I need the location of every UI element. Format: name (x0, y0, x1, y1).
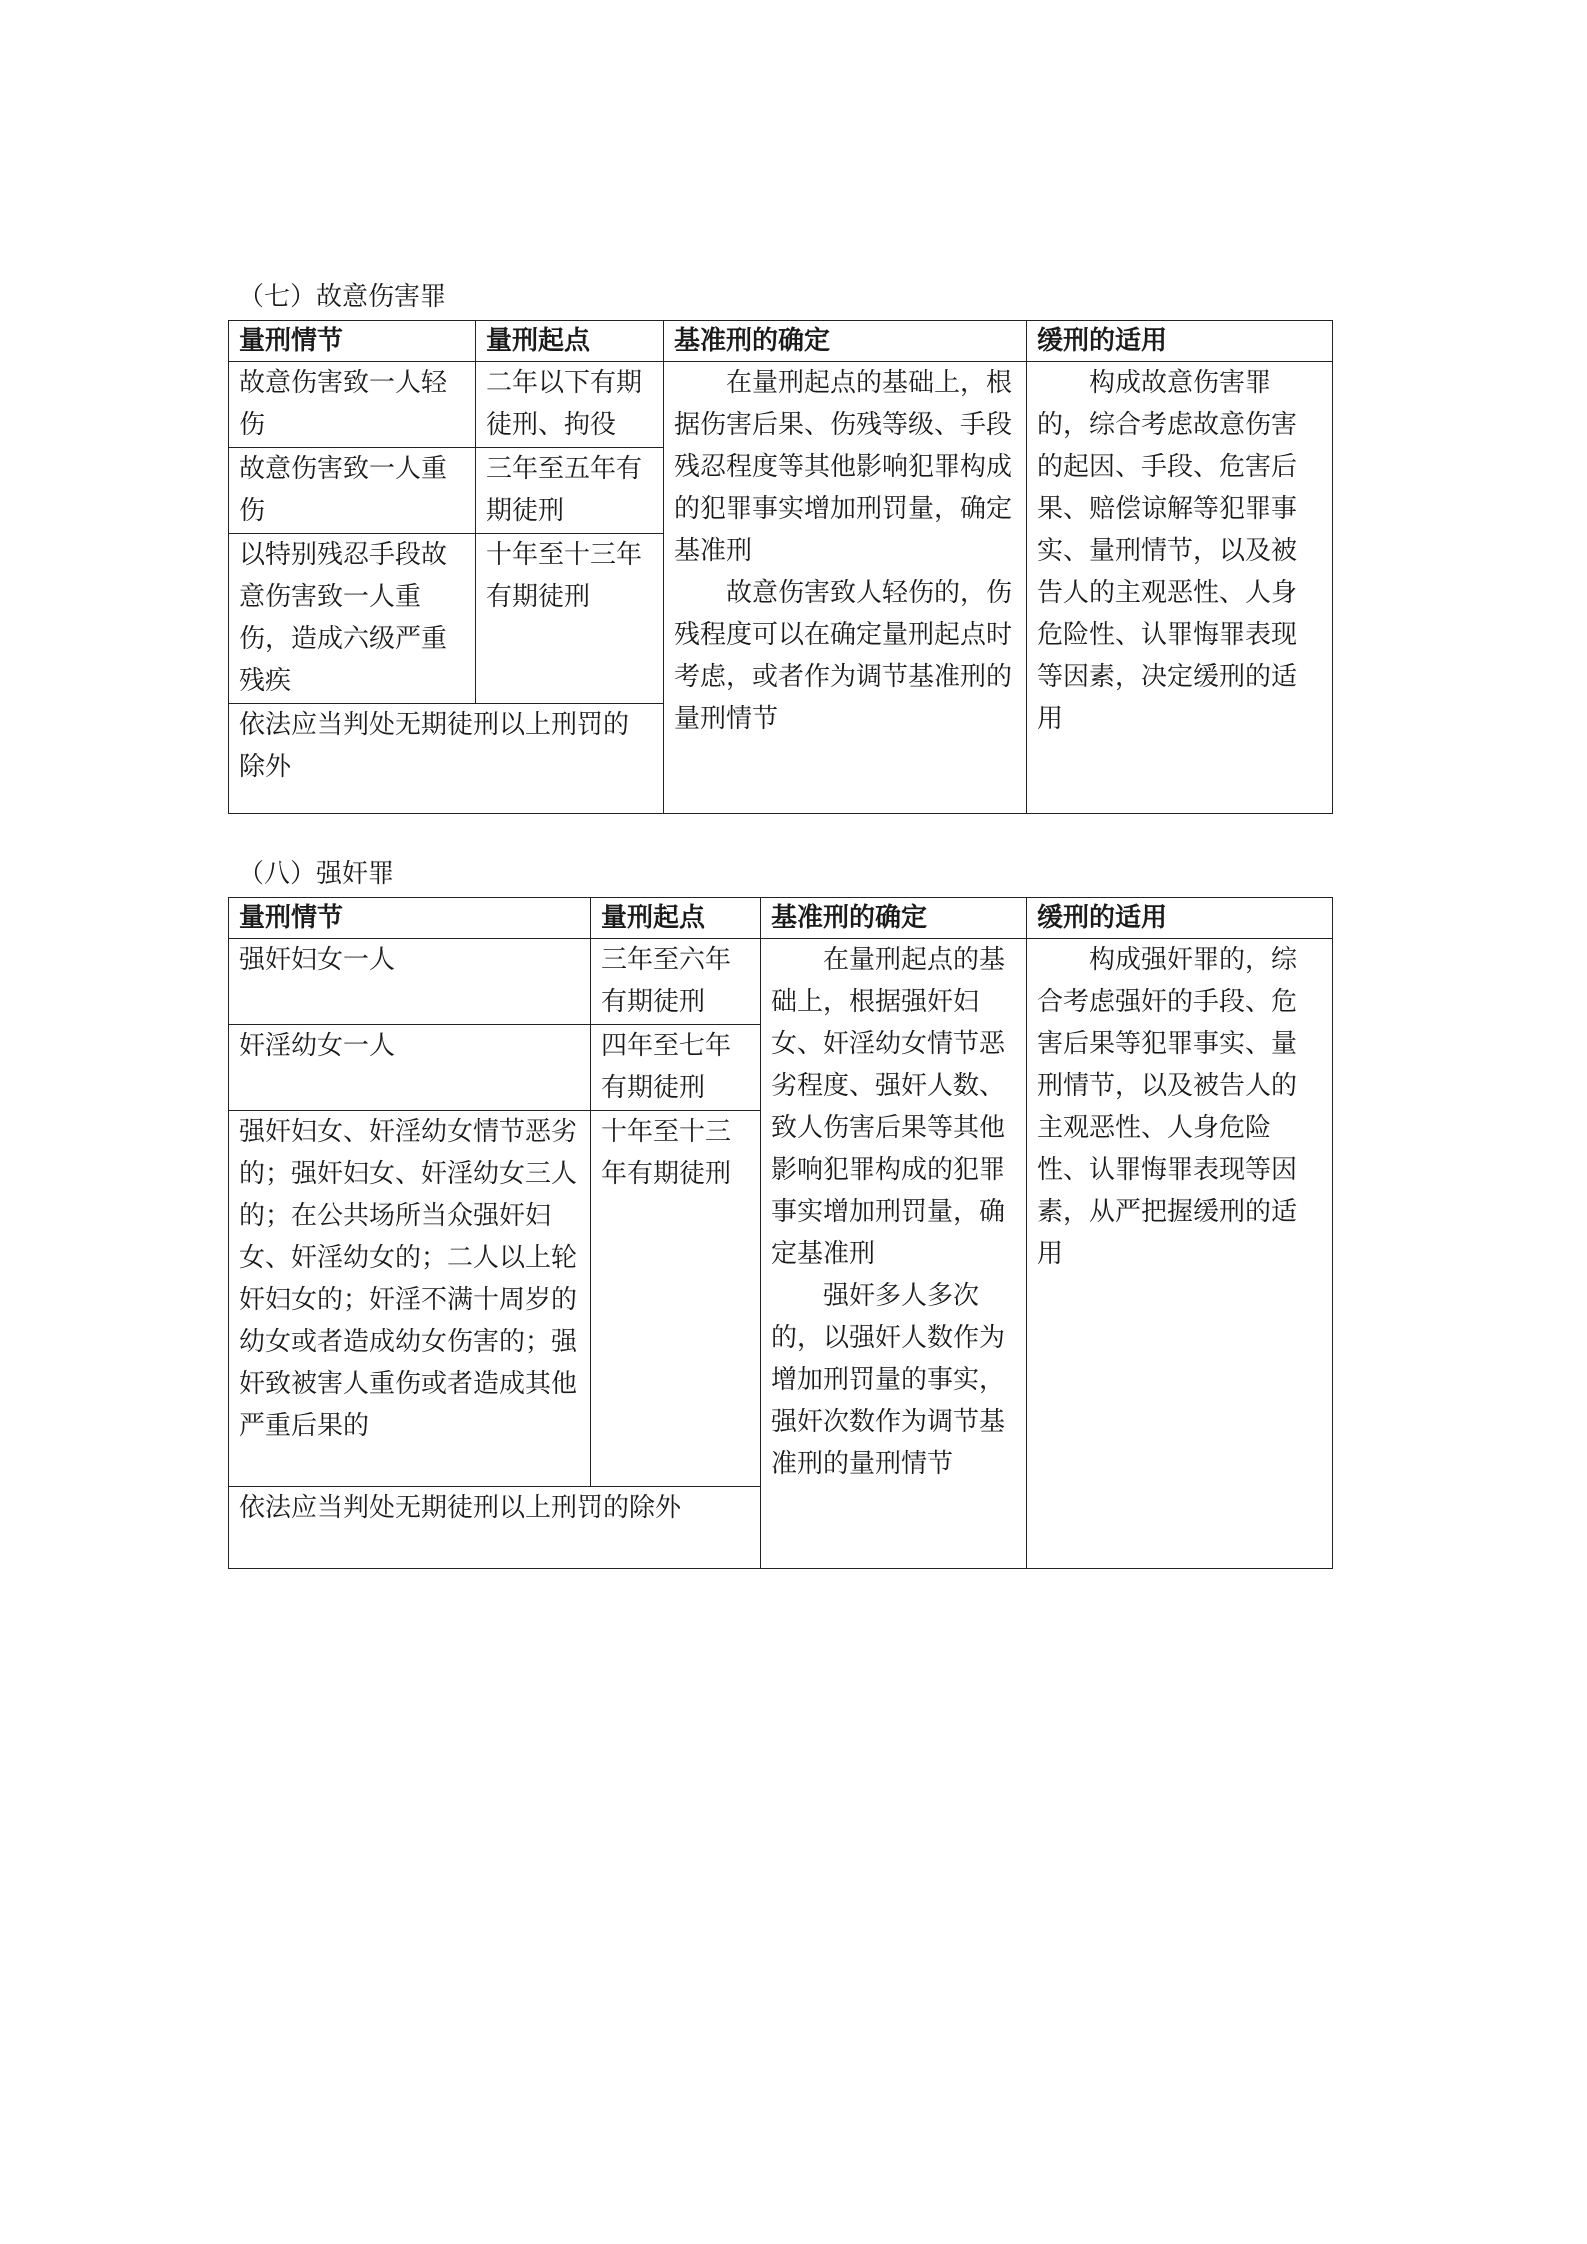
start-point-cell: 十年至十三年有期徒刑 (476, 534, 664, 704)
circumstance-cell: 故意伤害致一人轻伤 (229, 362, 476, 448)
circumstance-cell: 奸淫幼女一人 (229, 1025, 591, 1111)
probation-cell (1027, 939, 1333, 1569)
header-start-point: 量刑起点 (591, 898, 761, 939)
sentencing-table-8 (228, 897, 1333, 1569)
circumstance-cell: 故意伤害致一人重伤 (229, 448, 476, 534)
header-circumstance: 量刑情节 (229, 898, 591, 939)
baseline-cell (761, 939, 1027, 1569)
header-baseline: 基准刑的确定 (761, 898, 1027, 939)
baseline-paragraph: 故意伤害致人轻伤的，伤残程度可以在确定量刑起点时考虑，或者作为调节基准刑的量刑情节 (674, 578, 1013, 734)
table-row (229, 939, 1333, 1025)
sentencing-table-7 (228, 320, 1333, 814)
table-header-row (229, 321, 1333, 362)
start-point-cell: 十年至十三年有期徒刑 (591, 1111, 761, 1487)
exception-cell: 依法应当判处无期徒刑以上刑罚的除外 (229, 1487, 761, 1569)
table-header-row (229, 898, 1333, 939)
baseline-paragraph: 强奸多人多次的，以强奸人数作为增加刑罚量的事实，强奸次数作为调节基准刑的量刑情节 (771, 1281, 1006, 1479)
header-probation: 缓刑的适用 (1027, 321, 1333, 362)
baseline-cell (664, 362, 1027, 814)
header-circumstance: 量刑情节 (229, 321, 476, 362)
exception-cell: 依法应当判处无期徒刑以上刑罚的除外 (229, 704, 664, 814)
probation-paragraph: 构成故意伤害罪的，综合考虑故意伤害的起因、手段、危害后果、赔偿谅解等犯罪事实、量刑情节，以及被告人的主观恶性、人身危险性、认罪悔罪表现等因素，决定缓刑的适用 (1037, 368, 1298, 734)
circumstance-cell: 强奸妇女、奸淫幼女情节恶劣的；强奸妇女、奸淫幼女三人的；在公共场所当众强奸妇女、奸淫幼女的；二人以上轮奸妇女的；奸淫不满十周岁的幼女或者造成幼女伤害的；强奸致被害人重伤或者造成其他严重后果的 (229, 1111, 591, 1487)
table-row (229, 362, 1333, 448)
header-probation: 缓刑的适用 (1027, 898, 1333, 939)
start-point-cell: 二年以下有期徒刑、拘役 (476, 362, 664, 448)
header-start-point: 量刑起点 (476, 321, 664, 362)
start-point-cell: 三年至五年有期徒刑 (476, 448, 664, 534)
section-title-8: （八）强奸罪 (238, 859, 395, 889)
probation-paragraph: 构成强奸罪的，综合考虑强奸的手段、危害后果等犯罪事实、量刑情节，以及被告人的主观恶性、人身危险性、认罪悔罪表现等因素，从严把握缓刑的适用 (1037, 945, 1298, 1269)
section-title-7: （七）故意伤害罪 (238, 282, 447, 312)
probation-cell (1027, 362, 1333, 814)
circumstance-cell: 以特别残忍手段故意伤害致一人重伤，造成六级严重残疾 (229, 534, 476, 704)
baseline-paragraph: 在量刑起点的基础上，根据伤害后果、伤残等级、手段残忍程度等其他影响犯罪构成的犯罪事实增加刑罚量，确定基准刑 (674, 368, 1013, 566)
circumstance-cell: 强奸妇女一人 (229, 939, 591, 1025)
start-point-cell: 四年至七年有期徒刑 (591, 1025, 761, 1111)
baseline-paragraph: 在量刑起点的基础上，根据强奸妇女、奸淫幼女情节恶劣程度、强奸人数、致人伤害后果等其他影响犯罪构成的犯罪事实增加刑罚量，确定基准刑 (771, 945, 1006, 1269)
header-baseline: 基准刑的确定 (664, 321, 1027, 362)
start-point-cell: 三年至六年有期徒刑 (591, 939, 761, 1025)
